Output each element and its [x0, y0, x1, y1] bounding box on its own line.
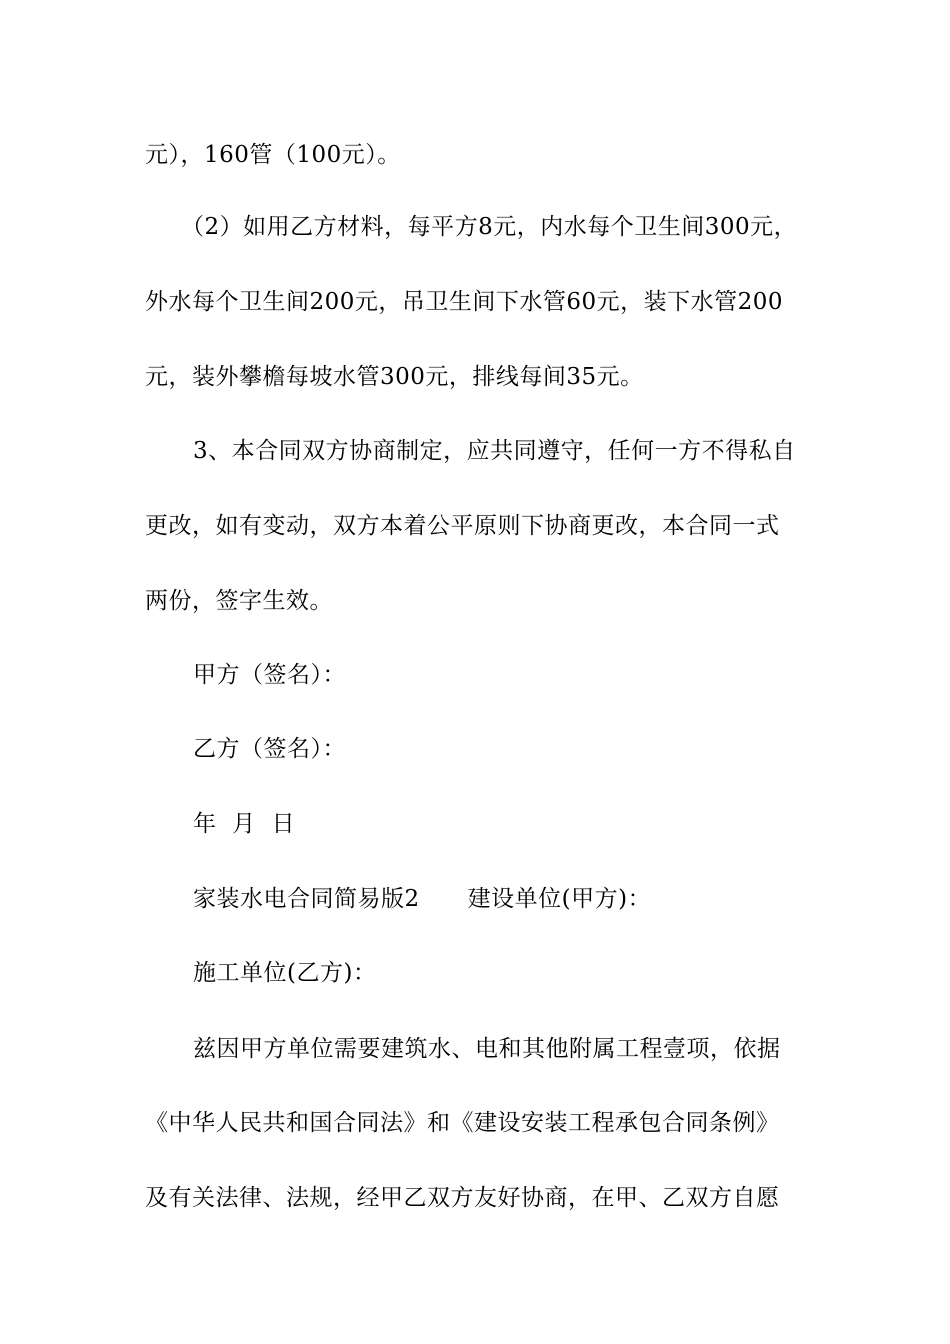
paragraph-line: 及有关法律、法规，经甲乙双方友好协商，在甲、乙双方自愿 [145, 1185, 780, 1211]
paragraph-line: 更改，如有变动，双方本着公平原则下协商更改，本合同一式 [145, 513, 780, 539]
party-b-label: 施工单位(乙方)： [193, 960, 377, 986]
paragraph-line: 元），160管（100元）。 [145, 142, 401, 168]
party-a-signature-label: 甲方（签名）： [193, 662, 346, 688]
title-line [193, 884, 651, 914]
paragraph-line: 兹因甲方单位需要建筑水、电和其他附属工程壹项，依据 [193, 1036, 781, 1062]
contract-title: 家装水电合同简易版2 [193, 886, 420, 912]
party-b-signature-label: 乙方（签名）： [193, 736, 346, 762]
paragraph-line: 元，装外攀檐每坡水管300元，排线每间35元。 [145, 364, 644, 390]
paragraph-line: 《中华人民共和国合同法》和《建设安装工程承包合同条例》 [145, 1110, 780, 1136]
paragraph-line: （2）如用乙方材料，每平方8元，内水每个卫生间300元， [181, 214, 798, 240]
date-label: 年 月 日 [193, 811, 296, 837]
paragraph-line: 外水每个卫生间200元，吊卫生间下水管60元，装下水管200 [145, 289, 784, 315]
paragraph-line: 3、本合同双方协商制定，应共同遵守，任何一方不得私自 [193, 438, 796, 464]
party-a-label: 建设单位(甲方)： [467, 886, 652, 912]
paragraph-line: 两份，签字生效。 [145, 588, 333, 614]
